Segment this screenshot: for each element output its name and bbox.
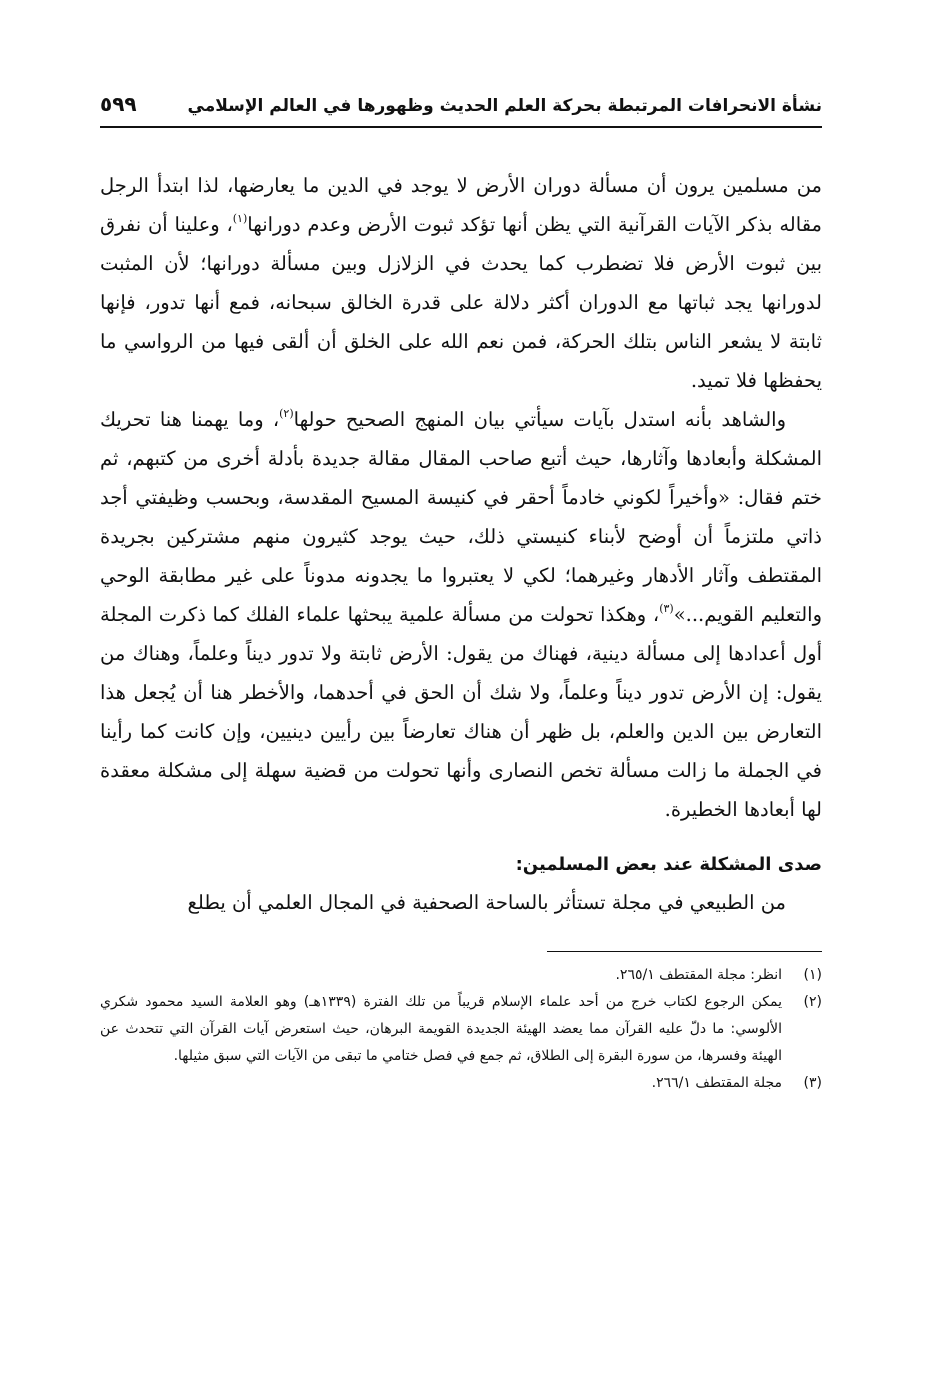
- footnote-ref-3[interactable]: (٣): [659, 602, 674, 615]
- footnote-2: [100, 989, 822, 1070]
- paragraph-2-part-a: والشاهد بأنه استدل بآيات سيأتي بيان المنهج الصحيح حولها: [293, 408, 786, 431]
- paragraph-3: من الطبيعي في مجلة تستأثر بالساحة الصحفية في المجال العلمي أن يطلع: [187, 891, 786, 914]
- footnote-2-number: (٢): [803, 994, 822, 1010]
- paragraph-1-part-a: من مسلمين يرون أن مسألة دوران الأرض لا يوجد في الدين ما يعارضها، لذا ابتدأ الرجل مقاله بذكر الآيات القرآنية التي يظن أنها تؤكد ثبوت الأرض وعدم دورانها: [100, 174, 823, 236]
- page-number: ٥٩٩: [100, 92, 137, 116]
- section-heading: صدى المشكلة عند بعض المسلمين:: [515, 854, 822, 875]
- footnote-2-text: يمكن الرجوع لكتاب خرج من أحد علماء الإسلام قريباً من تلك الفترة (١٣٣٩هـ) وهو العلامة السيد محمود شكري الألوسي: ما دلّ عليه القرآن مما يعضد الهيئة الجديدة القويمة البرهان، حيث استعرض آيات القرآن التي تتحدث عن الهيئة وفسرها، من سورة البقرة إلى الطلاق، ثم جمع في فصل ختامي ما تبقى من الآيات التي سبق مثيلها.: [100, 994, 782, 1064]
- footnote-1: [100, 962, 822, 989]
- footnote-ref-2[interactable]: (٢): [279, 407, 294, 420]
- footnotes: [100, 962, 822, 1097]
- footnote-3: [100, 1070, 822, 1097]
- paragraph-2: [100, 400, 822, 829]
- paragraph-1-part-b: ، وعلينا أن نفرق بين ثبوت الأرض فلا تضطرب كما يحدث في الزلازل وبين مسألة دورانها؛ لأن المثبت لدورانها يجد ثباتها مع الدوران أكثر دلالة على قدرة الخالق سبحانه، فمع أنها تدور، فإنها ثابتة لا يشعر الناس بتلك الحركة، فمن نعم الله على الخلق أن ألقى فيها من الرواسي ما يحفظها فلا تميد.: [100, 213, 822, 392]
- main-text: [100, 166, 822, 829]
- footnote-3-text: مجلة المقتطف ٢٦٦/١.: [651, 1075, 782, 1091]
- paragraph-2-part-b: ، وما يهمنا هنا تحريك المشكلة وأبعادها وآثارها، حيث أتبع صاحب المقال مقالة جديدة بأدلة أخرى من كتبهم، ثم ختم فقال: «وأخيراً لكوني خادماً أحقر في كنيسة المسيح المقدسة، وبحسب وظيفتي أجد ذاتي ملتزماً أن أوضح لأبناء كنيستي ذلك، حيث يوجد كثيرون منهم مشتركين بجريدة المقتطف وآثار الأدهار وغيرهما؛ لكي لا يعتبروا ما يجدونه مدوناً على غير مطابقة الوحي والتعليم القويم...»: [100, 408, 823, 626]
- page-header: [100, 92, 822, 128]
- running-title: نشأة الانحرافات المرتبطة بحركة العلم الحديث وظهورها في العالم الإسلامي: [187, 96, 822, 116]
- footnote-divider: [547, 951, 822, 952]
- footnote-3-number: (٣): [803, 1075, 822, 1091]
- book-page: [100, 92, 822, 1097]
- paragraph-1: [100, 166, 822, 400]
- footnote-ref-1[interactable]: (١): [232, 212, 248, 225]
- footnote-1-number: (١): [803, 967, 822, 983]
- paragraph-2-part-c: ، وهكذا تحولت من مسألة علمية يبحثها علماء الفلك كما ذكرت المجلة أول أعدادها إلى مسألة دينية، فهناك من يقول: الأرض ثابتة ولا تدور ديناً وعلماً، وهناك من يقول: إن الأرض تدور ديناً وعلماً، ولا شك أن الحق في أحدهما، والأخطر هنا أن يُجعل هذا التعارض بين الدين والعلم، بل ظهر أن هناك تعارضاً بين رأيين دينيين، وإن كانت كما رأينا في الجملة ما زالت مسألة تخص النصارى وأنها تحولت من قضية سهلة إلى مشكلة معقدة لها أبعادها الخطيرة.: [100, 603, 822, 821]
- footnote-1-text: انظر: مجلة المقتطف ٢٦٥/١.: [615, 967, 782, 983]
